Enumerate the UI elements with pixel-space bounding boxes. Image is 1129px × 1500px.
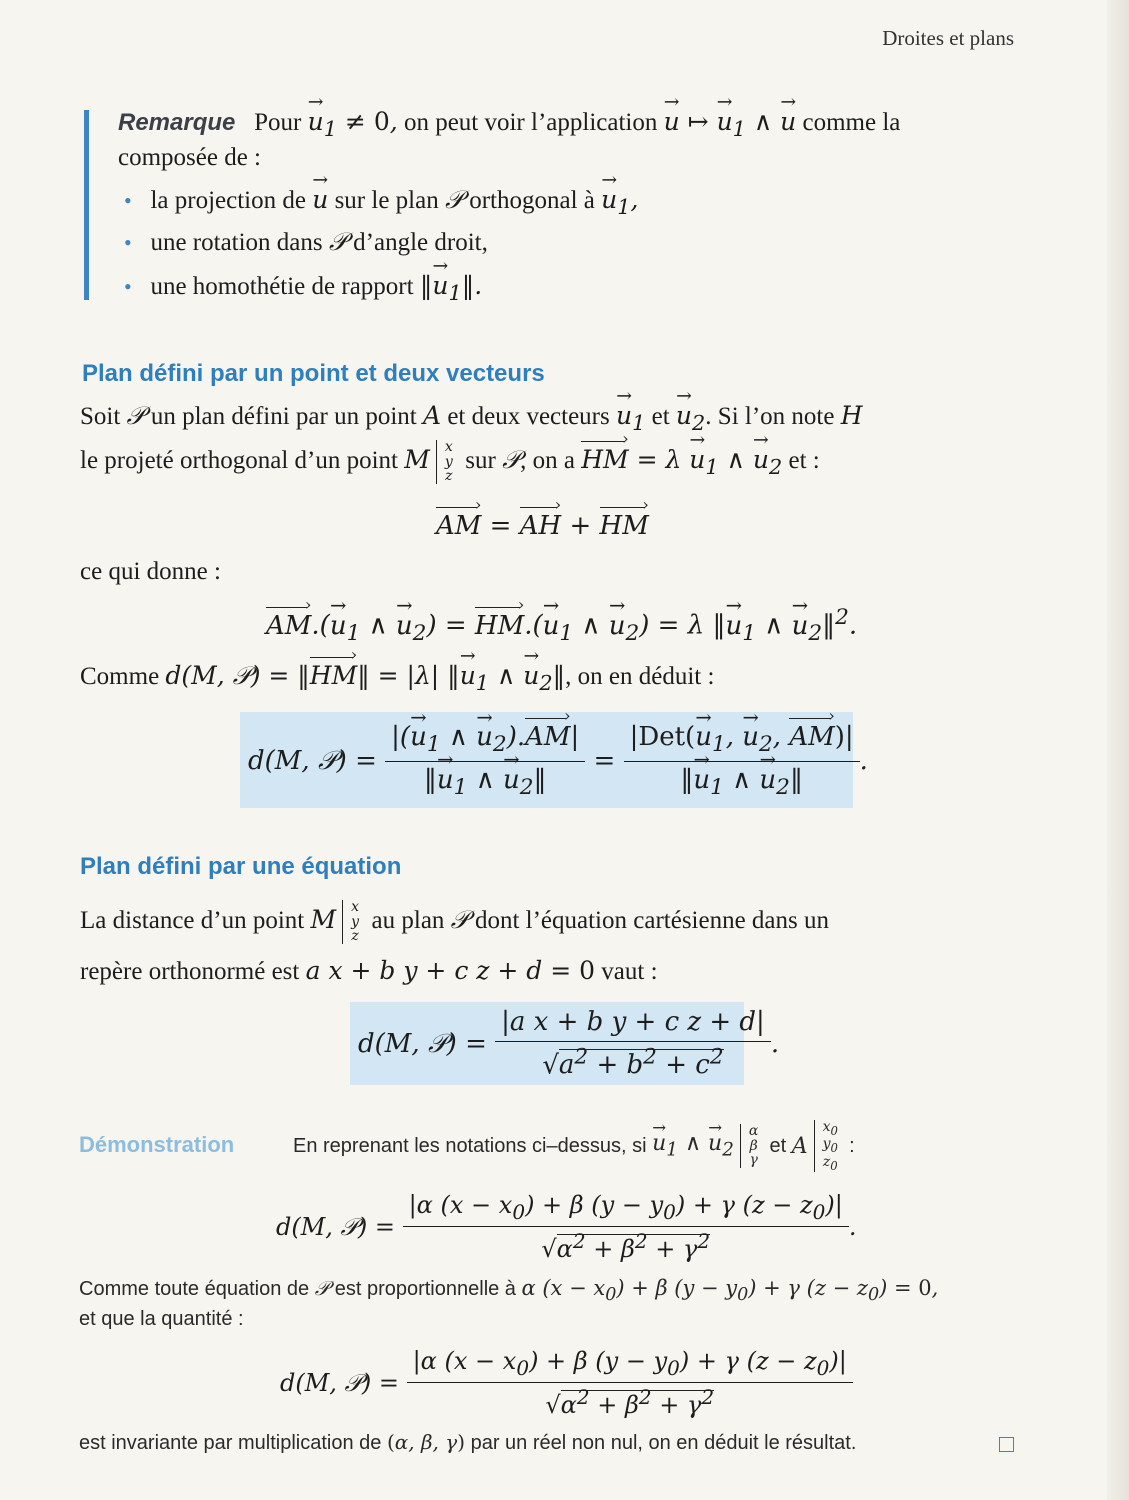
- section1-para-1: [80, 400, 1020, 436]
- remark-text: Pour: [254, 109, 302, 136]
- item-text: une rotation dans: [150, 229, 323, 256]
- math: A: [423, 401, 442, 430]
- bullet-icon: •: [124, 230, 132, 255]
- section2-para-1: [80, 900, 1020, 944]
- math: → u: [312, 185, 328, 214]
- remark-bar: [84, 110, 89, 300]
- text: et: [651, 403, 670, 430]
- equation-chasles: AM › = AH › + HM ›: [436, 510, 649, 543]
- math: 𝒫: [450, 904, 469, 934]
- text: au plan: [371, 906, 445, 934]
- coord-column: α β γ: [740, 1124, 758, 1168]
- math-map: → u ↦ → $u_1$ ∧ → u: [664, 107, 797, 136]
- math: (α, β, γ): [386, 1430, 466, 1454]
- text: En reprenant les notations ci–dessus, si: [293, 1134, 647, 1157]
- item-text: une homothétie de rapport: [150, 273, 414, 300]
- math: 𝒫: [314, 1276, 330, 1300]
- text: Soit: [80, 403, 121, 430]
- demo-line-3: et que la quantité :: [79, 1308, 244, 1330]
- math: → $u_2$: [676, 401, 705, 430]
- remark-line-2: composée de :: [118, 144, 262, 171]
- remark-title: Remarque: [118, 109, 236, 136]
- equation-demo-2: d(M, 𝒫) = $\frac{|\alpha (x - x_0) + \beta (y - y_0) + \gamma (z - z_0)|}{√\alpha^2 + \beta^2 + \gamma^2}$: [280, 1346, 853, 1420]
- math: M: [310, 904, 337, 934]
- bullet-icon: •: [124, 188, 132, 213]
- text: Comme: [80, 663, 160, 690]
- page-edge: [1107, 0, 1129, 1500]
- math: α $(x - x_0) + \beta$ $(y - y_0) + \gamma$ $(z - z_0) = 0$,: [521, 1276, 939, 1306]
- text: par un réel non nul, on en déduit le résultat.: [470, 1432, 857, 1454]
- text: Comme toute équation de: [79, 1278, 310, 1300]
- text: La distance d’un point: [80, 906, 305, 934]
- text: est proportionnelle à: [334, 1278, 516, 1300]
- coord-column: $x_0$ $y_0$ $z_0$: [814, 1120, 838, 1171]
- text: sur: [465, 446, 496, 474]
- item-text: la projection de: [150, 187, 306, 214]
- demo-line-4: [79, 1430, 979, 1455]
- math: H: [840, 401, 863, 430]
- text: et deux vecteurs: [447, 403, 610, 430]
- math: d(M, 𝒫) = ‖HM ›‖ = |λ| ‖→ $u_1$ ∧ → $u_2‖$: [165, 661, 565, 690]
- section1-para-4: [80, 660, 1020, 696]
- text: et: [769, 1134, 787, 1157]
- text: repère orthonormé est: [80, 958, 300, 985]
- math: 𝒫: [126, 401, 145, 430]
- item-text: d’angle droit,: [353, 229, 488, 256]
- remark-line-1: [118, 106, 1018, 142]
- math: → $u_1$ ∧ → $u_2$: [652, 1131, 734, 1160]
- text: vaut :: [601, 958, 658, 985]
- text: , on a: [520, 446, 575, 474]
- text: , on en déduit :: [565, 663, 715, 690]
- remark-item-1: [124, 184, 638, 220]
- math-u1: → $u_1 \ne 0$,: [308, 107, 398, 136]
- section-title-2: Plan défini par une équation: [80, 853, 402, 880]
- demo-line-2: [79, 1276, 1019, 1305]
- bullet-icon: •: [124, 274, 132, 299]
- text: . Si l’on note: [705, 403, 835, 430]
- demo-line-1: En reprenant les notations ci–dessus, si → $u_1$ ∧ → $u_2$ α β γ et A $x_0$ $y_0$ $z_0$ :: [293, 1118, 855, 1174]
- coord-column: x y z: [436, 440, 453, 484]
- math: M: [404, 444, 430, 474]
- math: 𝒫: [444, 185, 463, 214]
- remark-text: comme la: [802, 109, 901, 136]
- equation-distance-vectors: d(M, 𝒫) = $\frac{|(\to u_1 \wedge \to u_2).AM ›|}{‖\to u_1 \wedge \to u_2‖}$ = $\frac{|Det(\to u_1, \to u_2, AM ›)|}{‖\to u_1 \wedge \to u_2‖}$ .: [248, 716, 868, 806]
- section1-para-2: [80, 440, 1020, 484]
- text: et :: [788, 446, 820, 474]
- equation-distance-plane: d(M, 𝒫) = $\frac{\text{|a x + b y + c z + d|}}{√a^2 + b^2 + c^2}$ .: [358, 1007, 780, 1081]
- text: le projeté orthogonal d’un point: [80, 446, 398, 474]
- remark-item-2: [124, 226, 488, 258]
- math: 𝒫: [502, 444, 521, 474]
- math: → $u_1$: [616, 401, 645, 430]
- text: est invariante par multiplication de: [79, 1432, 382, 1454]
- math: HM › = $\lambda \to u_1$ ∧ → $u_2$: [581, 445, 782, 474]
- section2-para-2: [80, 955, 658, 987]
- coord-column: x y z: [342, 900, 359, 944]
- text: dont l’équation cartésienne dans un: [474, 906, 830, 934]
- math: A: [791, 1133, 808, 1159]
- item-text: sur le plan: [334, 187, 439, 214]
- remark-text: on peut voir l’application: [403, 109, 658, 136]
- running-header: Droites et plans: [882, 26, 1014, 50]
- qed-square-icon: [999, 1437, 1014, 1452]
- math: → $u_1$,: [601, 185, 638, 214]
- math: ‖→ $u_1‖$.: [420, 271, 482, 300]
- text: un plan défini par un point: [150, 403, 417, 430]
- remark-item-3: [124, 270, 482, 306]
- section-title-1: Plan défini par un point et deux vecteurs: [82, 360, 545, 387]
- math: a x + b y + c z + d = 0: [305, 956, 596, 985]
- section1-para-3: ce qui donne :: [80, 558, 221, 585]
- equation-dot-product: AM ›.(→ $u_1$ ∧ → $u_2$) = HM ›.(→ $u_1$ ∧ → $u_2) = \lambda$ ‖→ $u_1$ ∧ → $u_2‖^2$.: [266, 604, 857, 647]
- equation-demo-1: d(M, 𝒫) = $\frac{|\alpha (x - x_0) + \beta (y - y_0) + \gamma (z - z_0)|}{√\alpha^2 + \beta^2 + \gamma^2}$ .: [276, 1191, 857, 1263]
- math: 𝒫: [328, 227, 347, 256]
- item-text: orthogonal à: [469, 187, 595, 214]
- demo-title: Démonstration: [79, 1132, 235, 1157]
